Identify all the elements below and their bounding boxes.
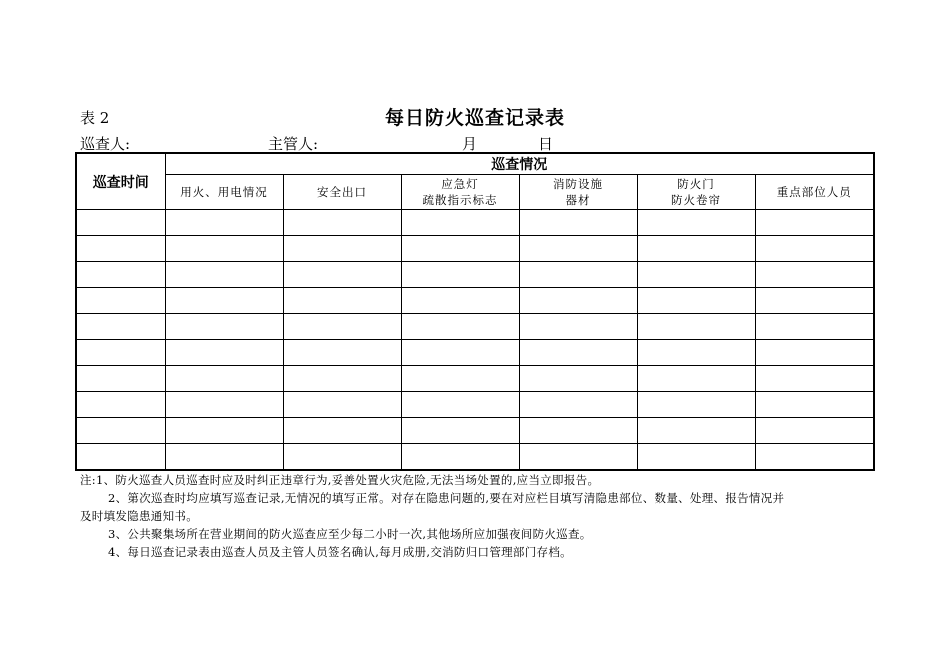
note-item-3: 3、公共聚集场所在营业期间的防火巡查应至少每二小时一次,其他场所应加强夜间防火巡查。 bbox=[108, 527, 592, 541]
note-item-1: 注:1、防火巡查人员巡查时应及时纠正违章行为,妥善处置火灾危险,无法当场处置的,应当立即报告。 bbox=[80, 473, 600, 487]
table-cell[interactable] bbox=[165, 262, 283, 288]
table-row bbox=[76, 236, 874, 262]
table-cell[interactable] bbox=[637, 418, 755, 444]
notes-section bbox=[80, 471, 880, 561]
table-row bbox=[76, 210, 874, 236]
time-cell[interactable] bbox=[76, 236, 165, 262]
table-cell[interactable] bbox=[283, 288, 401, 314]
time-cell[interactable] bbox=[76, 392, 165, 418]
table-cell[interactable] bbox=[755, 444, 874, 471]
table-cell[interactable] bbox=[401, 444, 519, 471]
table-cell[interactable] bbox=[401, 418, 519, 444]
header-fire-equipment bbox=[519, 175, 637, 210]
table-cell[interactable] bbox=[637, 340, 755, 366]
header-fire-electric-use bbox=[165, 175, 283, 210]
table-cell[interactable] bbox=[401, 236, 519, 262]
table-cell[interactable] bbox=[165, 340, 283, 366]
header-label-line1: 重点部位人员 bbox=[776, 185, 852, 199]
table-cell[interactable] bbox=[401, 366, 519, 392]
table-cell[interactable] bbox=[401, 210, 519, 236]
table-cell[interactable] bbox=[519, 418, 637, 444]
table-cell[interactable] bbox=[637, 210, 755, 236]
table-cell[interactable] bbox=[755, 340, 874, 366]
table-cell[interactable] bbox=[519, 262, 637, 288]
table-cell[interactable] bbox=[283, 392, 401, 418]
header-label-line1: 消防设施 bbox=[553, 177, 603, 191]
header-label-line2: 疏散指示标志 bbox=[422, 193, 498, 207]
table-cell[interactable] bbox=[165, 444, 283, 471]
table-cell[interactable] bbox=[519, 210, 637, 236]
table-number-label: 表 2 bbox=[80, 109, 110, 127]
table-cell[interactable] bbox=[755, 236, 874, 262]
note-item-2-continued: 及时填发隐患通知书。 bbox=[80, 509, 198, 523]
header-fire-door bbox=[637, 175, 755, 210]
header-label-line1: 应急灯 bbox=[441, 177, 479, 191]
table-cell[interactable] bbox=[755, 418, 874, 444]
table-row bbox=[76, 262, 874, 288]
table-cell[interactable] bbox=[637, 236, 755, 262]
inspection-record-table bbox=[75, 152, 875, 471]
table-cell[interactable] bbox=[637, 288, 755, 314]
table-cell[interactable] bbox=[755, 314, 874, 340]
table-cell[interactable] bbox=[519, 366, 637, 392]
table-cell[interactable] bbox=[755, 366, 874, 392]
table-cell[interactable] bbox=[283, 262, 401, 288]
table-cell[interactable] bbox=[755, 210, 874, 236]
table-cell[interactable] bbox=[165, 210, 283, 236]
header-label-line1: 防火门 bbox=[677, 177, 715, 191]
header-label-line2: 防火卷帘 bbox=[671, 193, 721, 207]
table-cell[interactable] bbox=[283, 366, 401, 392]
table-row bbox=[76, 340, 874, 366]
header-label-line2: 器材 bbox=[565, 193, 591, 207]
table-cell[interactable] bbox=[401, 262, 519, 288]
table-cell[interactable] bbox=[165, 236, 283, 262]
table-cell[interactable] bbox=[519, 288, 637, 314]
table-cell[interactable] bbox=[637, 444, 755, 471]
inspector-label: 巡查人: bbox=[80, 135, 131, 153]
table-row bbox=[76, 366, 874, 392]
table-row bbox=[76, 314, 874, 340]
record-rows bbox=[76, 210, 874, 471]
supervisor-label: 主管人: bbox=[268, 135, 319, 153]
note-item-2: 2、第次巡查时均应填写巡查记录,无情况的填写正常。对存在隐患问题的,要在对应栏目填写清隐患部位、数量、处理、报告情况并 bbox=[108, 491, 785, 505]
table-cell[interactable] bbox=[283, 418, 401, 444]
time-cell[interactable] bbox=[76, 210, 165, 236]
header-emergency-light bbox=[401, 175, 519, 210]
table-cell[interactable] bbox=[401, 288, 519, 314]
day-label: 日 bbox=[538, 135, 554, 153]
time-cell[interactable] bbox=[76, 366, 165, 392]
time-cell[interactable] bbox=[76, 262, 165, 288]
table-cell[interactable] bbox=[283, 236, 401, 262]
table-cell[interactable] bbox=[165, 288, 283, 314]
table-cell[interactable] bbox=[283, 314, 401, 340]
header-inspection-time: 巡查时间 bbox=[76, 153, 165, 210]
table-cell[interactable] bbox=[519, 314, 637, 340]
table-cell[interactable] bbox=[283, 340, 401, 366]
table-cell[interactable] bbox=[165, 418, 283, 444]
table-cell[interactable] bbox=[637, 314, 755, 340]
table-row bbox=[76, 444, 874, 471]
table-cell[interactable] bbox=[755, 262, 874, 288]
time-cell[interactable] bbox=[76, 444, 165, 471]
table-cell[interactable] bbox=[165, 366, 283, 392]
header-safety-exit bbox=[283, 175, 401, 210]
table-cell[interactable] bbox=[165, 314, 283, 340]
table-cell[interactable] bbox=[755, 392, 874, 418]
time-cell[interactable] bbox=[76, 418, 165, 444]
table-cell[interactable] bbox=[165, 392, 283, 418]
table-cell[interactable] bbox=[637, 262, 755, 288]
time-cell[interactable] bbox=[76, 340, 165, 366]
table-cell[interactable] bbox=[519, 236, 637, 262]
header-label-line1: 用火、用电情况 bbox=[180, 185, 268, 199]
table-cell[interactable] bbox=[283, 444, 401, 471]
page-title: 每日防火巡查记录表 bbox=[384, 107, 565, 129]
table-cell[interactable] bbox=[637, 392, 755, 418]
header-inspection-status: 巡查情况 bbox=[165, 153, 874, 175]
note-item-4: 4、每日巡查记录表由巡查人员及主管人员签名确认,每月成册,交消防归口管理部门存档。 bbox=[108, 545, 572, 559]
table-cell[interactable] bbox=[519, 340, 637, 366]
table-row bbox=[76, 288, 874, 314]
table-cell[interactable] bbox=[283, 210, 401, 236]
time-cell[interactable] bbox=[76, 314, 165, 340]
time-cell[interactable] bbox=[76, 288, 165, 314]
table-row bbox=[76, 392, 874, 418]
header-key-area-personnel bbox=[755, 175, 874, 210]
table-cell[interactable] bbox=[401, 392, 519, 418]
table-cell[interactable] bbox=[519, 392, 637, 418]
table-cell[interactable] bbox=[755, 288, 874, 314]
table-cell[interactable] bbox=[401, 340, 519, 366]
table-row bbox=[76, 418, 874, 444]
table-cell[interactable] bbox=[401, 314, 519, 340]
month-label: 月 bbox=[462, 135, 478, 153]
table-cell[interactable] bbox=[519, 444, 637, 471]
header-label-line1: 安全出口 bbox=[317, 185, 367, 199]
table-cell[interactable] bbox=[637, 366, 755, 392]
